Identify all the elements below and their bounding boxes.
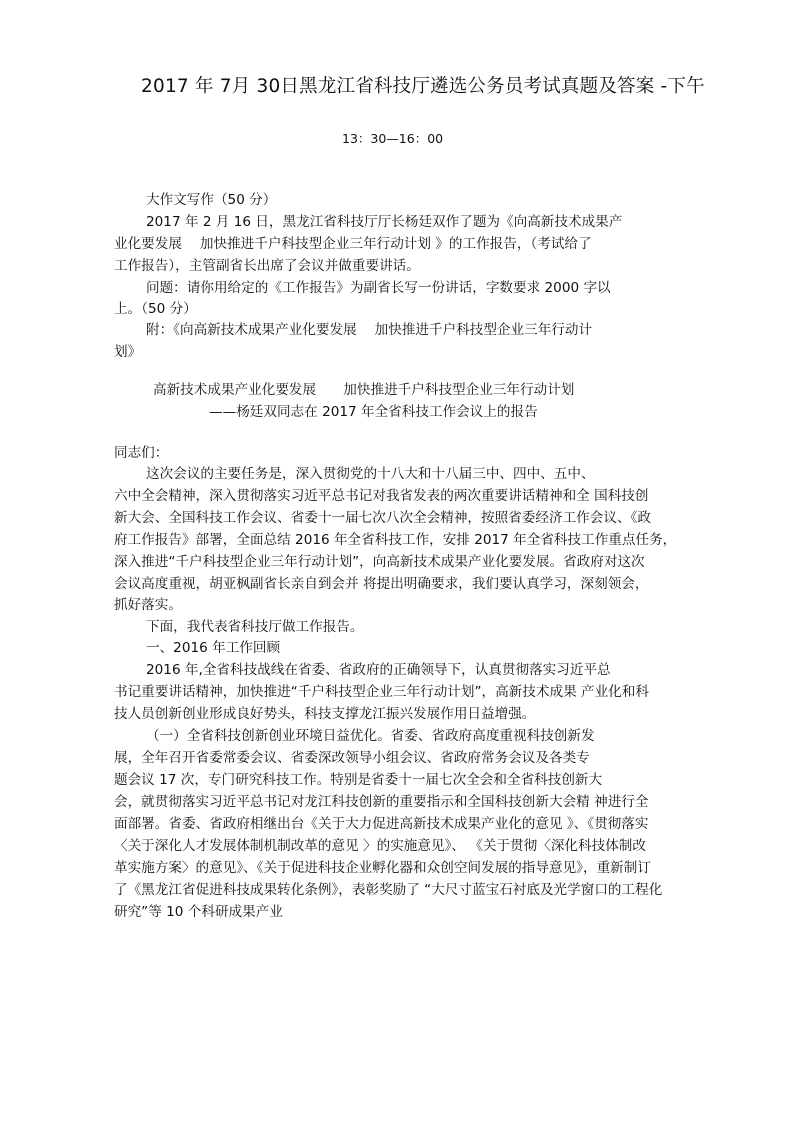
body-line: 下面，我代表省科技厅做工作报告。 (146, 619, 364, 635)
body-line: 深入推进“千户科技型企业三年行动计划”，向高新技术成果产业化要发展。省政府对这次 (114, 554, 645, 570)
body-line: 技人员创新创业形成良好势头，科技支撑龙江振兴发展作用日益增强。 (114, 706, 536, 722)
question-line: 附：《向高新技术成果产业化要发展 加快推进千户科技型企业三年行动计 (146, 322, 593, 338)
question-line: 划》 (114, 344, 142, 360)
body-line: 府工作报告》部署，全面总结 2016 年全省科技工作，安排 2017 年全省科技工作重点任务， (114, 532, 677, 548)
body-line: 〈关于深化人才发展体制机制改革的意见 〉的实施意见》、 《关于贯彻〈深化科技体制改 (114, 838, 646, 854)
question-line: 工作报告），主管副省长出席了会议并做重要讲话。 (114, 258, 420, 274)
body-line: 2016 年,全省科技战线在省委、省政府的正确领导下，认真贯彻落实习近平总 (146, 662, 611, 678)
question-line: 业化要发展 加快推进千户科技型企业三年行动计划 》的工作报告，（考试给了 (114, 236, 592, 252)
subsection-heading: （一）全省科技创新创业环境日益优化。省委、省政府高度重视科技创新发 (146, 728, 595, 744)
question-line: 2017 年 2 月 16 日，黑龙江省科技厅厅长杨廷双作了题为《向高新技术成果产 (146, 214, 623, 230)
body-line: 革实施方案〉的意见》、《关于促进科技企业孵化器和众创空间发展的指导意见》，重新制订 (114, 860, 651, 876)
body-line: 了《黑龙江省促进科技成果转化条例》，表彰奖励了 “大尺寸蓝宝石衬底及光学窗口的工程化 (114, 882, 663, 898)
body-line: 抓好落实。 (114, 597, 182, 613)
body-line: 同志们： (114, 445, 169, 461)
report-byline: ——杨廷双同志在 2017 年全省科技工作会议上的报告 (209, 404, 538, 420)
question-heading: 大作文写作（50 分） (146, 192, 277, 208)
question-line: 问题：请你用给定的《工作报告》为副省长写一份讲话，字数要求 2000 字以 (146, 280, 611, 296)
body-line: 研究”等 10 个科研成果产业 (114, 904, 283, 920)
body-line: 面部署。省委、省政府相继出台《关于大力促进高新技术成果产业化的意见 》、《贯彻落实 (114, 816, 649, 832)
question-line: 上。（50 分） (114, 301, 197, 317)
report-heading: 高新技术成果产业化要发展 加快推进千户科技型企业三年行动计划 (153, 382, 575, 398)
body-line: 六中全会精神，深入贯彻落实习近平总书记对我省发表的两次重要讲话精神和全 国科技创 (114, 488, 649, 504)
body-line: 书记重要讲话精神，加快推进“千户科技型企业三年行动计划”，高新技术成果 产业化和科 (114, 684, 649, 700)
body-line: 会议高度重视，胡亚枫副省长亲自到会并 将提出明确要求，我们要认真学习，深刻领会， (114, 576, 649, 592)
body-line: 这次会议的主要任务是，深入贯彻党的十八大和十八届三中、四中、五中、 (146, 466, 595, 482)
body-line: 展，全年召开省委常委会议、省委深改领导小组会议、省政府常务会议及各类专 (114, 750, 590, 766)
body-line: 会，就贯彻落实习近平总书记对龙江科技创新的重要指示和全国科技创新大会精 神进行全 (114, 794, 649, 810)
section-heading: 一、2016 年工作回顾 (146, 640, 281, 656)
exam-time: 13：30—16：00 (342, 131, 444, 146)
document-title: 2017 年 7月 30日黑龙江省科技厅遴选公务员考试真题及答案 -下午 (141, 76, 705, 97)
body-line: 题会议 17 次，专门研究科技工作。特别是省委十一届七次全会和全省科技创新大 (114, 772, 603, 788)
body-line: 新大会、全国科技工作会议、省委十一届七次八次全会精神，按照省委经济工作会议、《政 (114, 510, 651, 526)
